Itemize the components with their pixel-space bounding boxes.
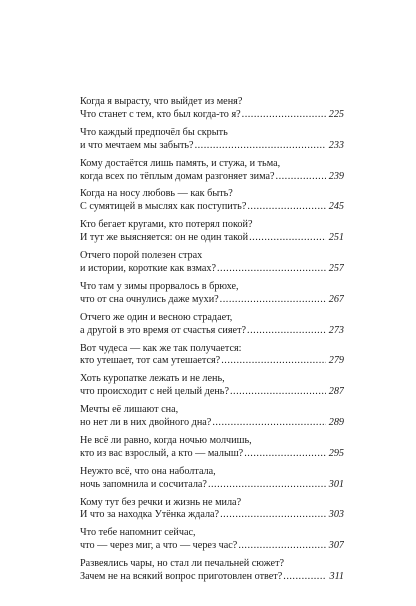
page-number: 311 bbox=[329, 571, 344, 583]
toc-entry-line: И тут же выясняется: он не один такой bbox=[80, 232, 249, 244]
page-number: 225 bbox=[328, 108, 344, 120]
toc-entry[interactable] bbox=[80, 127, 344, 153]
toc-entry-last-line bbox=[80, 448, 344, 461]
toc-entry-line: ночь запомнила и сосчитала? bbox=[80, 478, 207, 490]
page-number: 307 bbox=[328, 540, 344, 552]
toc-entry-last-line bbox=[80, 386, 344, 399]
dot-leader bbox=[249, 232, 326, 245]
dot-leader bbox=[220, 509, 326, 522]
page-number: 289 bbox=[328, 417, 344, 429]
toc-entry-line: Кто бегает кругами, кто потерял покой? bbox=[80, 219, 253, 231]
toc-entry[interactable] bbox=[80, 96, 344, 122]
toc-entry-line: Отчего порой полезен страх bbox=[80, 250, 203, 262]
toc-entry[interactable] bbox=[80, 527, 344, 553]
page-number: 233 bbox=[328, 139, 344, 151]
toc-entry-line: Не всё ли равно, когда ночью молчишь, bbox=[80, 434, 252, 446]
toc-entry-line: Вот чудеса — как же так получается: bbox=[80, 342, 242, 354]
toc-entry-last-line bbox=[80, 417, 344, 430]
page-number: 301 bbox=[328, 478, 344, 490]
toc-entry-line: кто из вас взрослый, а кто — малыш? bbox=[80, 447, 244, 459]
dot-leader bbox=[221, 355, 326, 368]
toc-entry[interactable] bbox=[80, 188, 344, 214]
toc-entry[interactable] bbox=[80, 312, 344, 338]
toc-entry-last-line bbox=[80, 232, 344, 245]
toc-entry-line: И что за находка Утёнка ждала? bbox=[80, 509, 220, 521]
page-number: 251 bbox=[328, 232, 344, 244]
toc-entry-last-line bbox=[80, 540, 344, 553]
dot-leader bbox=[212, 417, 326, 430]
dot-leader bbox=[276, 171, 326, 184]
toc-entry-line: а другой в это время от счастья сияет? bbox=[80, 324, 247, 336]
page-number: 295 bbox=[328, 447, 344, 459]
toc-entry-line: Мечты её лишают сна, bbox=[80, 404, 179, 416]
toc-entry-line: когда всех по тёплым домам разгоняет зима? bbox=[80, 170, 275, 182]
toc-entry-line: Что каждый предпочёл бы скрыть bbox=[80, 126, 228, 138]
dot-leader bbox=[283, 571, 326, 584]
toc-entry[interactable] bbox=[80, 158, 344, 184]
table-of-contents bbox=[80, 96, 344, 589]
toc-entry-last-line bbox=[80, 263, 344, 276]
toc-entry[interactable] bbox=[80, 497, 344, 523]
toc-entry-last-line bbox=[80, 355, 344, 368]
toc-entry-last-line bbox=[80, 140, 344, 153]
page-number: 303 bbox=[328, 509, 344, 521]
toc-entry-line: и истории, короткие как взмах? bbox=[80, 262, 216, 274]
toc-entry-line: Развеялись чары, но стал ли печальней сюжет? bbox=[80, 558, 285, 570]
toc-entry-line: Отчего же один и весною страдает, bbox=[80, 311, 233, 323]
toc-entry-last-line bbox=[80, 479, 344, 492]
dot-leader bbox=[195, 140, 326, 153]
toc-entry-line: что — через миг, а что — через час? bbox=[80, 540, 238, 552]
toc-entry-line: Кому достаётся лишь память, и стужа, и тьма, bbox=[80, 157, 281, 169]
toc-entry[interactable] bbox=[80, 435, 344, 461]
toc-entry-line: Когда я вырасту, что выйдет из меня? bbox=[80, 96, 243, 107]
page-number: 245 bbox=[328, 201, 344, 213]
toc-entry-last-line bbox=[80, 201, 344, 214]
toc-entry-last-line bbox=[80, 571, 344, 584]
toc-entry[interactable] bbox=[80, 373, 344, 399]
page-number: 239 bbox=[328, 170, 344, 182]
toc-entry[interactable] bbox=[80, 250, 344, 276]
page-number: 267 bbox=[328, 293, 344, 305]
toc-entry[interactable] bbox=[80, 466, 344, 492]
toc-entry[interactable] bbox=[80, 404, 344, 430]
toc-entry-line: Что станет с тем, кто был когда-то я? bbox=[80, 108, 241, 120]
toc-entry-line: что происходит с ней целый день? bbox=[80, 386, 229, 398]
toc-entry-line: но нет ли в них двойного дна? bbox=[80, 417, 212, 429]
toc-entry[interactable] bbox=[80, 281, 344, 307]
toc-entry-last-line bbox=[80, 325, 344, 338]
page-number: 287 bbox=[328, 386, 344, 398]
toc-entry-line: Что там у зимы прорвалось в брюхе, bbox=[80, 280, 239, 292]
toc-entry-line: Что тебе напомнит сейчас, bbox=[80, 527, 196, 539]
toc-entry[interactable] bbox=[80, 343, 344, 369]
toc-entry-last-line bbox=[80, 509, 344, 522]
dot-leader bbox=[244, 448, 326, 461]
toc-entry-line: и что мечтаем мы забыть? bbox=[80, 139, 194, 151]
toc-entry-last-line bbox=[80, 294, 344, 307]
toc-entry-line: что от сна очнулись даже мухи? bbox=[80, 293, 219, 305]
toc-entry-last-line bbox=[80, 171, 344, 184]
toc-entry-line: С сумятицей в мыслях как поступить? bbox=[80, 201, 247, 213]
dot-leader bbox=[230, 386, 326, 399]
toc-entry-line: Хоть куропатке лежать и не лень, bbox=[80, 373, 225, 385]
page-number: 279 bbox=[328, 355, 344, 367]
toc-entry[interactable] bbox=[80, 219, 344, 245]
toc-entry-line: Когда на носу любовь — как быть? bbox=[80, 188, 233, 200]
dot-leader bbox=[247, 325, 326, 338]
dot-leader bbox=[217, 263, 326, 276]
dot-leader bbox=[242, 109, 326, 122]
toc-entry-line: Кому тут без речки и жизнь не мила? bbox=[80, 496, 242, 508]
toc-entry-last-line bbox=[80, 109, 344, 122]
dot-leader bbox=[220, 294, 326, 307]
dot-leader bbox=[238, 540, 326, 553]
page-number: 273 bbox=[328, 324, 344, 336]
page-number: 257 bbox=[328, 262, 344, 274]
dot-leader bbox=[247, 201, 326, 214]
dot-leader bbox=[208, 479, 326, 492]
toc-entry[interactable] bbox=[80, 558, 344, 584]
toc-entry-line: Зачем не на всякий вопрос приготовлен ответ? bbox=[80, 571, 283, 583]
toc-entry-line: кто утешает, тот сам утешается? bbox=[80, 355, 221, 367]
toc-entry-line: Неужто всё, что она наболтала, bbox=[80, 465, 216, 477]
